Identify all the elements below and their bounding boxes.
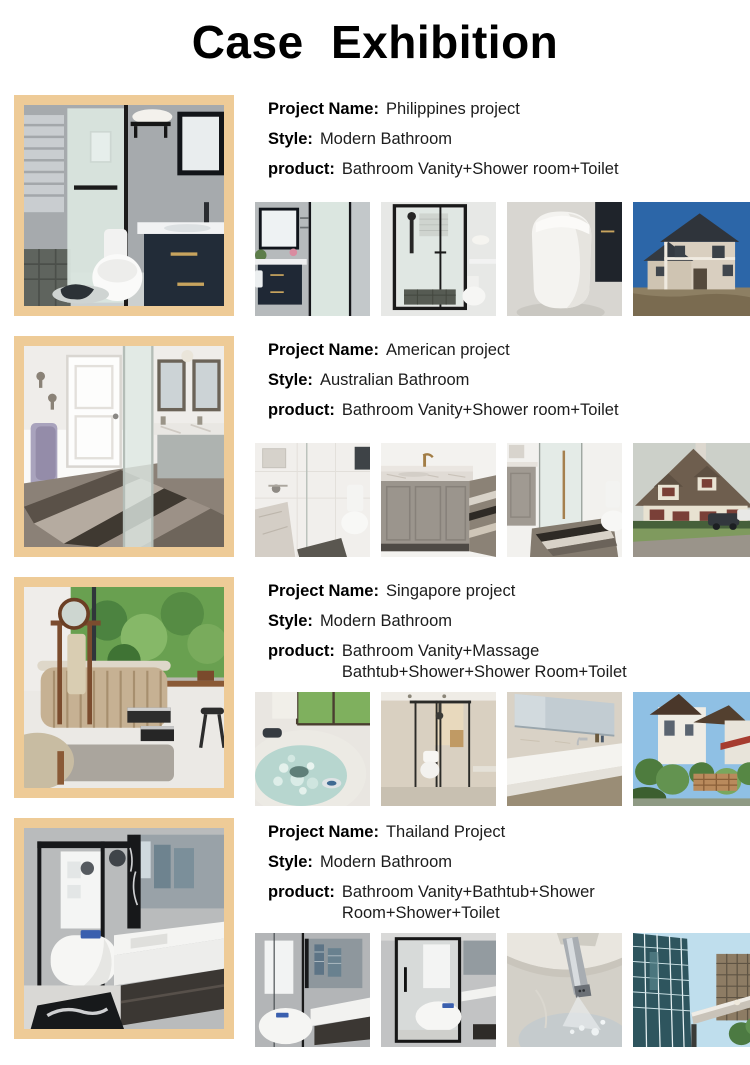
thumbnail-row <box>255 692 748 806</box>
thumbnail-tropical-villa <box>633 692 750 806</box>
style-label: Style: <box>268 370 313 391</box>
product-row <box>268 641 748 683</box>
main-photo-american-bathroom <box>24 346 224 547</box>
project-name-value: Thailand Project <box>386 822 505 843</box>
style-label: Style: <box>268 852 313 873</box>
project-name-label: Project Name: <box>268 581 379 602</box>
project-name-label: Project Name: <box>268 822 379 843</box>
page-title: Case Exhibition <box>0 16 750 69</box>
case-info <box>255 577 748 692</box>
thumbnail-house-exterior <box>633 202 750 316</box>
product-label: product: <box>268 882 335 903</box>
style-value: Australian Bathroom <box>320 370 470 391</box>
product-value: Bathroom Vanity+Shower room+Toilet <box>342 159 619 180</box>
style-value: Modern Bathroom <box>320 129 452 150</box>
thumbnail-glass-door-shower <box>381 933 496 1047</box>
thumbnail-row <box>255 202 748 316</box>
project-name-row <box>268 340 748 361</box>
style-row <box>268 129 748 150</box>
thumbnail-glass-shower <box>507 443 622 557</box>
style-row <box>268 611 748 632</box>
thumbnail-massage-bathtub <box>255 692 370 806</box>
case-section-thailand <box>14 818 750 1039</box>
case-info <box>255 95 748 189</box>
thumbnail-glass-shower-room <box>381 692 496 806</box>
thumbnail-vanity-mirror <box>255 202 370 316</box>
thumbnail-shower-toilet <box>255 443 370 557</box>
case-info <box>255 336 748 430</box>
main-photo-thailand-bathroom <box>24 828 224 1029</box>
project-name-row <box>268 581 748 602</box>
project-name-value: American project <box>386 340 510 361</box>
product-label: product: <box>268 400 335 421</box>
thumbnail-floating-vanity <box>507 692 622 806</box>
case-section-american <box>14 336 750 557</box>
thumbnail-shower-room <box>381 202 496 316</box>
thumbnail-toilet-bidet-spray <box>507 933 622 1047</box>
project-name-label: Project Name: <box>268 340 379 361</box>
product-row <box>268 159 748 180</box>
thumbnail-grey-vanity <box>381 443 496 557</box>
case-section-philippines <box>14 95 750 316</box>
main-photo-frame <box>14 336 234 557</box>
project-name-value: Singapore project <box>386 581 515 602</box>
thumbnail-highrise-buildings <box>633 933 750 1047</box>
case-info <box>255 818 748 933</box>
main-photo-frame <box>14 818 234 1039</box>
thumbnail-row <box>255 933 748 1047</box>
style-row <box>268 852 748 873</box>
main-photo-philippines-bathroom <box>24 105 224 306</box>
project-name-label: Project Name: <box>268 99 379 120</box>
case-section-singapore <box>14 577 750 798</box>
product-row <box>268 882 748 924</box>
product-label: product: <box>268 641 335 662</box>
style-label: Style: <box>268 611 313 632</box>
thumbnail-cottage-exterior <box>633 443 750 557</box>
product-label: product: <box>268 159 335 180</box>
main-photo-singapore-massage-bathtub <box>24 587 224 788</box>
project-name-row <box>268 99 748 120</box>
product-value: Bathroom Vanity+Massage Bathtub+Shower+Shower Room+Toilet <box>342 641 690 683</box>
project-name-value: Philippines project <box>386 99 520 120</box>
thumbnail-toilet <box>507 202 622 316</box>
product-value: Bathroom Vanity+Bathtub+Shower Room+Shower+Toilet <box>342 882 690 924</box>
style-row <box>268 370 748 391</box>
main-photo-frame <box>14 95 234 316</box>
style-value: Modern Bathroom <box>320 611 452 632</box>
thumbnail-row <box>255 443 748 557</box>
main-photo-frame <box>14 577 234 798</box>
product-value: Bathroom Vanity+Shower room+Toilet <box>342 400 619 421</box>
style-value: Modern Bathroom <box>320 852 452 873</box>
product-row <box>268 400 748 421</box>
style-label: Style: <box>268 129 313 150</box>
project-name-row <box>268 822 748 843</box>
thumbnail-bathtub-vanity-glass <box>255 933 370 1047</box>
